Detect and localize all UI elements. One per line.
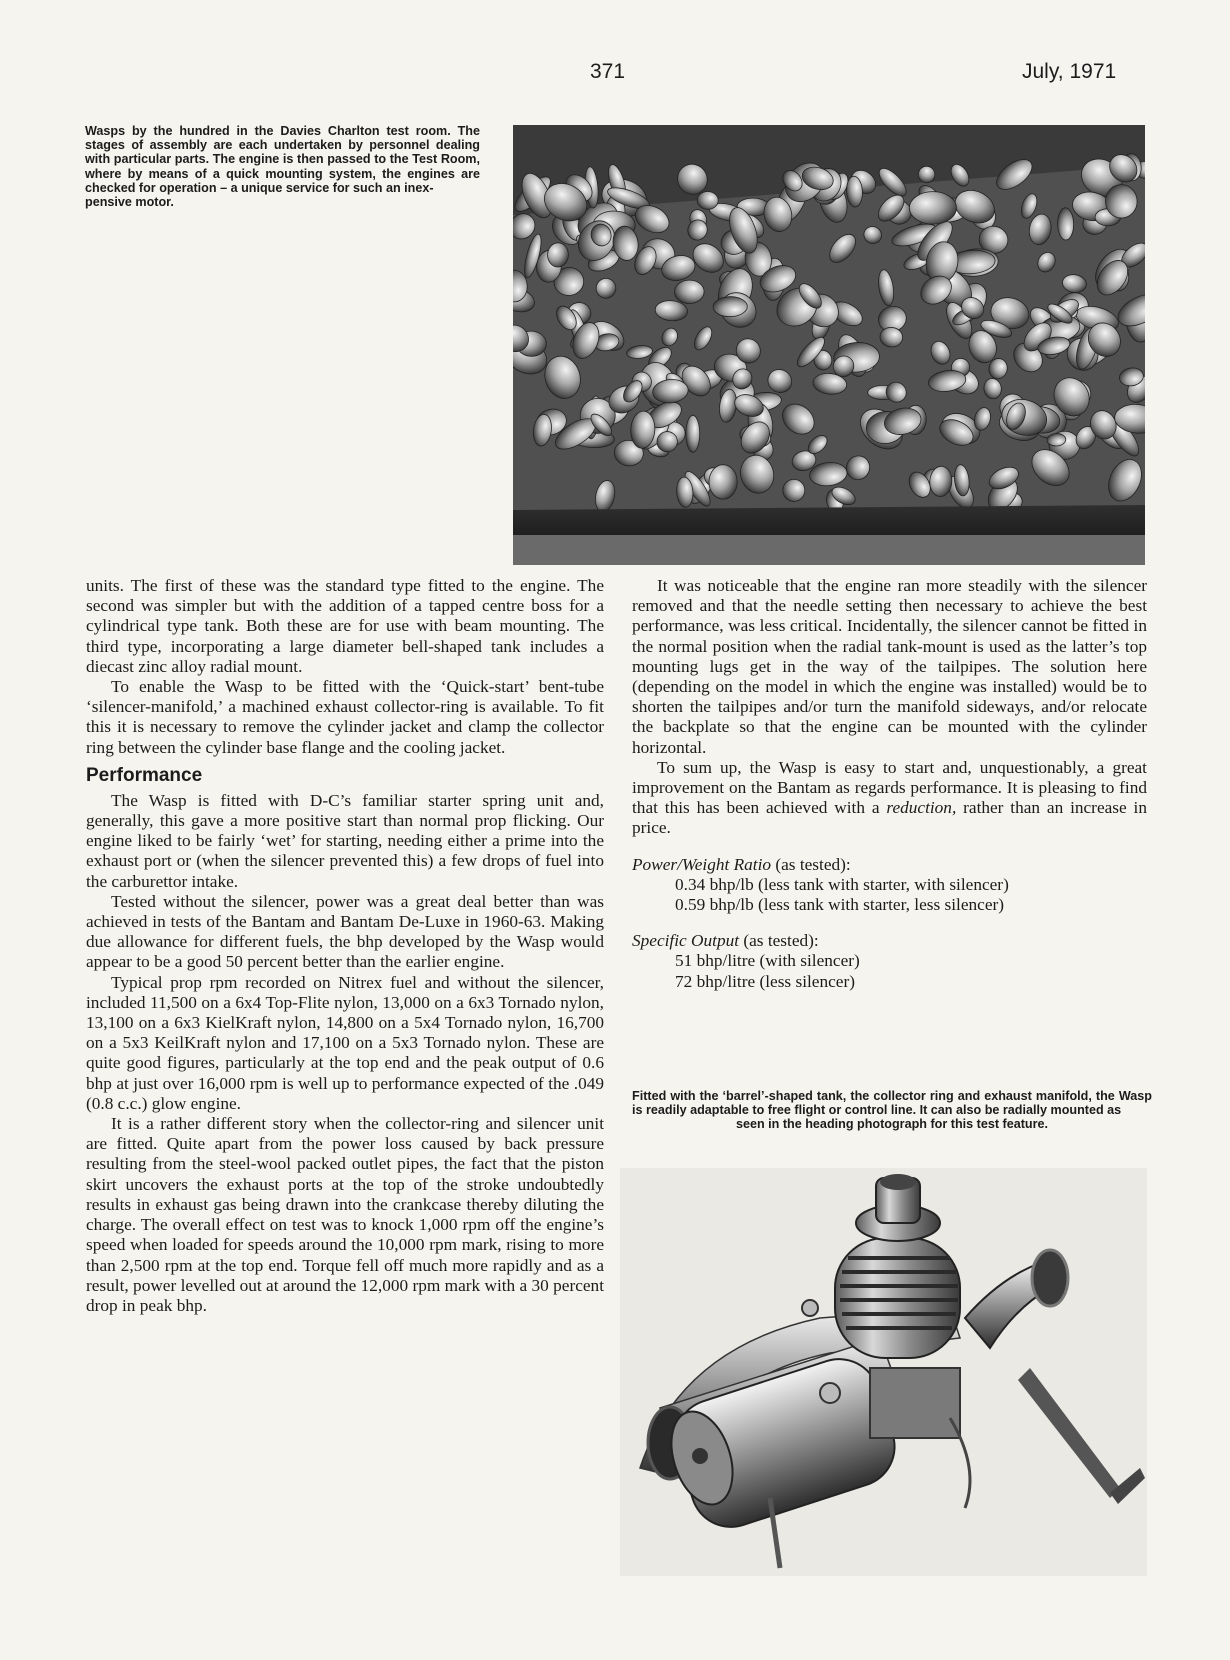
engine-blob (909, 192, 956, 225)
left-paragraph-2: To enable the Wasp to be fitted with the ‘Quick-start’ bent-tube ‘silencer-manifold,’ a machined exhaust collector-ring is available. To fit this it is necessary to remove the cylinder jacket and clamp the collector ring between the cylinder base flange and the cooling jacket. (86, 677, 604, 757)
right-paragraph-2 (632, 758, 1147, 839)
left-paragraph-5: Typical prop rpm recorded on Nitrex fuel and without the silencer, included 11,500 on a 6x4 Top-Flite nylon, 13,000 on a 6x3 Tornado nylon, 13,100 on a 6x3 KielKraft nylon, 14,800 on a 5x4 Tornado nylon, 16,700 on a 5x3 KeilKraft nylon and 17,100 on a 5x3 Tornado nylon. These are quite good figures, particularly at the top end and the peak output of 0.6 bhp at just over 16,000 rpm is well up to performance expected of the .049 (0.8 c.c.) glow engine. (86, 972, 604, 1113)
specific-output-line: 72 bhp/litre (less silencer) (675, 971, 855, 991)
engine-blob (1057, 208, 1074, 240)
right-article-column (632, 576, 1147, 992)
specific-output-suffix: (as tested): (739, 931, 819, 951)
specific-output-title (632, 931, 1147, 951)
page-number: 371 (590, 60, 626, 83)
power-weight-label: Power/Weight Ratio (632, 854, 772, 874)
bottom-caption-last-line: seen in the heading photograph for this test feature. (735, 1117, 1049, 1132)
engine-blob (686, 415, 700, 452)
left-paragraph-4: Tested without the silencer, power was a great deal better than was achieved in tests of the Bantam and Bantam De-Luxe in 1960-63. Making due allowance for different fuels, the bhp developed by the Wasp would appear to be a good 50 percent better than the earlier engine. (86, 891, 604, 972)
bottom-caption-body: Fitted with the ‘barrel’-shaped tank, the collector ring and exhaust manifold, the Wasp is readily adaptable to free flight or control line. It can also be radially mounted as (632, 1089, 1152, 1118)
specific-output-label: Specific Output (632, 931, 740, 951)
left-paragraph-6: It is a rather different story when the collector-ring and silencer unit are fitted. Quite apart from the power loss caused by back pressure resulting from the steel-wool packed outlet pipes, the fact that the piston skirt uncovers the exhaust ports at the top of the stroke undoubtedly results in exhaust gas being drawn into the crankcase thereby diluting the charge. The overall effect on test was to knock 1,000 rpm off the engine’s speed when loaded for speeds around the 10,000 rpm mark, rising to more than 2,500 rpm at the top end. Torque fell off much more rapidly and as a result, power levelled out at around the 12,000 rpm mark with a 30 percent drop in peak bhp. (86, 1114, 604, 1315)
reduction-emphasis: reduction, (886, 798, 957, 818)
right-paragraph-1: It was noticeable that the engine ran more steadily with the silencer removed and that the needle setting then necessary to achieve the best performance, was less critical. Incidentally, the silencer cannot be fitted in the normal position when the radial tank-mount is used as the latter’s top mounting lugs get in the way of the tailpipes. The solution here (depending on the model in which the engine was installed) would be to shorten the tailpipes and/or turn the manifold sideways, and/or relocate the backplate so that the engine can be mounted with the cylinder horizontal. (632, 576, 1147, 757)
left-paragraph-3: The Wasp is fitted with D-C’s familiar starter spring unit and, generally, this gave a more positive start than normal prop flicking. Our engine liked to be fairly ‘wet’ for starting, needing either a prime into the exhaust port or (when the silencer prevented this) a few drops of fuel into the carburettor intake. (86, 790, 604, 891)
engine-blob (709, 465, 737, 499)
issue-date: July, 1971 (1022, 60, 1117, 83)
engines-pile-image (513, 125, 1145, 565)
engine-blob (697, 191, 719, 210)
right-paragraph-2-start: To sum up, the Wasp is easy to start and, unquestionably, a great improvement on the Bantam as regards performance. It is pleasing to find that this has been achieved with a (632, 757, 1147, 818)
power-weight-title (632, 855, 1147, 875)
wasp-engine-photo (620, 1168, 1147, 1576)
engine-blob (547, 242, 569, 267)
power-weight-line: 0.59 bhp/lb (less tank with starter, less silencer) (675, 895, 1005, 915)
left-article-column (86, 576, 604, 1316)
right-paragraph-2-end: rather than an increase in price. (632, 798, 1147, 838)
top-caption-body: Wasps by the hundred in the Davies Charlton test room. The stages of assembly are each undertaken by personnel dealing with particular parts. The engine is then passed to the Test Room, where by means of a quick mounting system, the engines are checked for operation – a unique service for such an inex- (85, 124, 480, 195)
left-paragraph-1: units. The first of these was the standard type fitted to the engine. The second was simpler but with the addition of a tapped centre boss for a cylindrical type tank. Both these are for use with beam mounting. The third type, incorporating a large diameter bell-shaped tank includes a diecast zinc alloy radial mount. (86, 576, 604, 676)
power-weight-line: 0.34 bhp/lb (less tank with starter, with silencer) (675, 874, 1009, 894)
power-weight-suffix: (as tested): (771, 854, 851, 874)
engines-pile-photo (513, 125, 1145, 565)
specific-output-spec (632, 931, 1147, 992)
top-caption-last-line: pensive motor. (85, 195, 174, 210)
wasp-engine-image (620, 1168, 1147, 1576)
performance-heading: Performance (86, 764, 203, 786)
bottom-photo-caption (632, 1089, 1152, 1132)
power-weight-spec (632, 855, 1147, 916)
top-photo-caption (85, 124, 480, 209)
engine-blob (713, 296, 748, 317)
specific-output-line: 51 bhp/litre (with silencer) (675, 951, 860, 971)
engine-blob (674, 280, 704, 304)
